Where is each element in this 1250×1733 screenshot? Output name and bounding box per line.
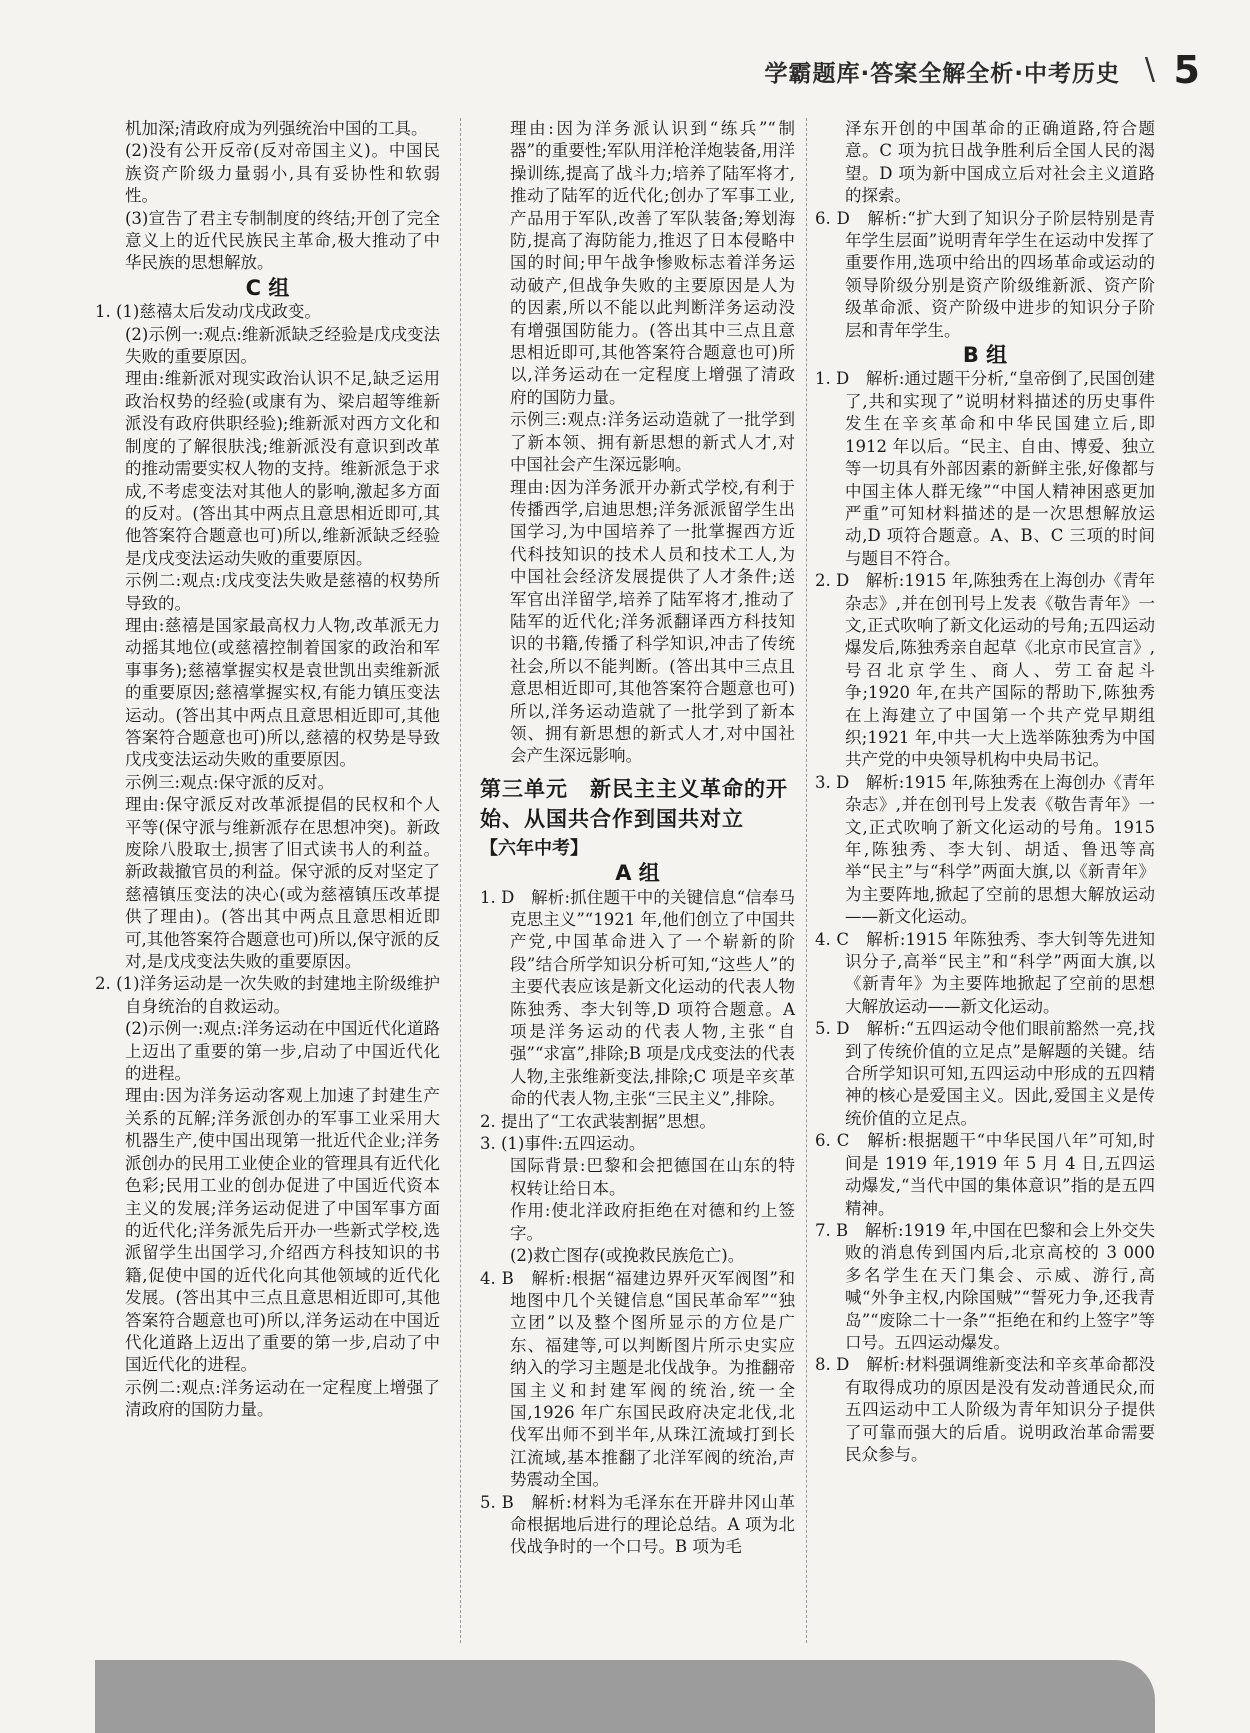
header-divider: \: [1144, 52, 1155, 87]
answer-paragraph: 理由:因为洋务派认识到“练兵”“制器”的重要性;军队用洋枪洋炮装备,用洋操训练,提高了战斗力;培养了陆军将才,推动了陆军的近代化;创办了军事工业,产品用于军队,改善了军队装备;筹划海防,提高了海防能力,推迟了日本侵略中国的时间;甲午战争惨败标志着洋务运动破产,但战争失败的主要原因是人为的因素,所以不能以此判断洋务运动没有增强国防能力。(答出其中三点且意思相近即可,其他答案符合题意也可)所以,洋务运动在一定程度上增强了清政府的国防力量。: [510, 119, 795, 407]
answer-paragraph: 理由:慈禧是国家最高权力人物,改革派无力动摇其地位(或慈禧控制着国家的政治和军事事务);慈禧掌握实权是袁世凯出卖维新派的重要原因;慈禧掌握实权,有能力镇压变法运动。(答出其中两点且意思相近即可,其他答案符合题意也可)所以,慈禧的权势是导致戊戌变法运动失败的重要原因。: [125, 615, 440, 770]
answer-paragraph: (3)宣告了君主专制制度的终结;开创了完全意义上的近代民族民主革命,极大推动了中华民族的思想解放。: [125, 208, 440, 273]
answer-paragraph: 1. D 解析:通过题干分析,“皇帝倒了,民国创建了,共和实现了”说明材料描述的历史事件发生在辛亥革命和中华民国建立后,即 1912 年以后。“民主、自由、博爱、独立等一切具有外部因素的新鲜主张,好像都与中国主体人群无缘”“中国人精神困惑更加严重”可知材料描述的是一次思想解放运动,D 项符合题意。A、B、C 三项的时间与题目不符合。: [815, 369, 1155, 568]
answer-paragraph: 理由:因为洋务运动客观上加速了封建生产关系的瓦解;洋务派创办的军事工业采用大机器生产,使中国出现第一批近代企业;洋务派创办的民用工业使企业的管理具有近代化色彩;民用工业的创办促进了中国近代资本主义的发展;洋务运动促进了中国军事方面的近代化;洋务派先后开办一些新式学校,选派留学生出国学习,介绍西方科技知识的书籍,促使中国的近代化向其他领域的近代化发展。(答出其中三点且意思相近即可,其他答案符合题意也可)所以,洋务运动在中国近代化道路上迈出了重要的第一步,启动了中国近代化的进程。: [125, 1086, 440, 1375]
answer-paragraph: 8. D 解析:材料强调维新变法和辛亥革命都没有取得成功的原因是没有发动普通民众,而五四运动中工人阶级为青年知识分子提供了可靠而强大的后盾。说明政治革命需要民众参与。: [815, 1355, 1155, 1464]
answer-paragraph: (2)救亡图存(或挽救民族危亡)。: [510, 1246, 745, 1266]
column-divider: [460, 118, 461, 1643]
answer-paragraph: 2. D 解析:1915 年,陈独秀在上海创办《青年杂志》,并在创刊号上发表《敬告青年》一文,正式吹响了新文化运动的号角;五四运动爆发后,陈独秀亲自起草《北京市民宣言》,号召北京学生、商人、劳工奋起斗争;1920 年,在共产国际的帮助下,陈独秀在上海建立了中国第一个共产党早期组织;1921 年,中共一大上选举陈独秀为中国共产党的中央领导机构中央局书记。: [815, 571, 1155, 770]
answer-paragraph: 泽东开创的中国革命的正确道路,符合题意。C 项为抗日战争胜利后全国人民的渴望。D 项为新中国成立后对社会主义道路的探索。: [845, 119, 1155, 206]
group-heading: A 组: [615, 861, 660, 886]
answer-paragraph: 示例二:观点:戊戌变法失败是慈禧的权势所导致的。: [125, 571, 440, 613]
column-middle: [480, 118, 795, 1559]
column-right: [815, 118, 1155, 1466]
answer-paragraph: 4. B 解析:根据“福建边界歼灭军阀图”和地图中几个关键信息“国民革命军”“独立团”以及整个图所显示的方位是广东、福建等,可以判断图片所示史实应纳入的学习主题是北伐战争。为推翻帝国主义和封建军阀的统治,统一全国,1926 年广东国民政府决定北伐,北伐军出师不到半年,从珠江流域打到长江流域,基本推翻了北洋军阀的统治,声势震动全国。: [480, 1268, 795, 1490]
answer-paragraph: 示例二:观点:洋务运动在一定程度上增强了清政府的国防力量。: [125, 1377, 440, 1420]
header-title: 学霸题库·答案全解全析·中考历史: [764, 61, 1120, 87]
answer-paragraph: 作用:使北洋政府拒绝在对德和约上签字。: [510, 1201, 795, 1243]
answer-paragraph: 2. (1)洋务运动是一次失败的封建地主阶级维护自身统治的自救运动。: [95, 974, 440, 1016]
answer-paragraph: 理由:因为洋务派开办新式学校,有利于传播西学,启迪思想;洋务派派留学生出国学习,为中国培养了一批掌握西方近代科技知识的技术人员和技术工人,为中国社会经济发展提供了人才条件;送军官出洋留学,培养了陆军将才,推动了陆军的近代化;洋务派翻译西方科技知识的书籍,传播了科学知识,冲击了传统社会,所以不能判断。(答出其中三点且意思相近即可,其他答案符合题意也可)所以,洋务运动造就了一批学到了新本领、拥有新思想的新式人才,对中国社会产生深远影响。: [510, 477, 795, 766]
answer-paragraph: (2)示例一:观点:洋务运动在中国近代化道路上迈出了重要的第一步,启动了中国近代化的进程。: [125, 1019, 440, 1084]
answer-paragraph: 6. C 解析:根据题干“中华民国八年”可知,时间是 1919 年,1919 年 5 月 4 日,五四运动爆发,“当代中国的集体意识”指的是五四精神。: [815, 1131, 1155, 1218]
group-heading: C 组: [245, 275, 290, 300]
answer-paragraph: 国际背景:巴黎和会把德国在山东的特权转让给日本。: [510, 1156, 795, 1198]
footer-band: [95, 1660, 1155, 1733]
answer-paragraph: 3. D 解析:1915 年,陈独秀在上海创办《青年杂志》,并在创刊号上发表《敬告青年》一文,正式吹响了新文化运动的号角。1915 年,陈独秀、李大钊、胡适、鲁迅等高举“民主”与“科学”两面大旗,以《新青年》为主要阵地,掀起了空前的思想大解放运动——新文化运动。: [815, 772, 1155, 927]
answer-paragraph: 示例三:观点:洋务运动造就了一批学到了新本领、拥有新思想的新式人才,对中国社会产生深远影响。: [510, 410, 795, 475]
answer-paragraph: 2. 提出了“工农武装割据”思想。: [480, 1111, 716, 1131]
answer-paragraph: 理由:保守派反对改革派提倡的民权和个人平等(保守派与维新派存在思想冲突)。新政废除八股取士,损害了旧式读书人的利益。新政裁撤官员的利益。保守派的反对坚定了慈禧镇压变法的决心(或为慈禧镇压改革提供了理由)。(答出其中两点且意思相近即可,其他答案符合题意也可)所以,保守派的反对,是戊戌变法失败的重要原因。: [125, 795, 440, 972]
answer-paragraph: 1. D 解析:抓住题干中的关键信息“信奉马克思主义”“1921 年,他们创立了中国共产党,中国革命进入了一个崭新的阶段”结合所学知识分析可知,“这些人”的主要代表应该是新文化运动的代表人物陈独秀、李大钊等,D 项符合题意。A 项是洋务运动的代表人物,主张“自强”“求富”,排除;B 项是戊戌变法的代表人物,主张维新变法,排除;C 项是辛亥革命的代表人物,主张“三民主义”,排除。: [480, 887, 795, 1109]
answer-paragraph: 5. D 解析:“五四运动令他们眼前豁然一亮,找到了传统价值的立足点”是解题的关键。结合所学知识可知,五四运动中形成的五四精神的核心是爱国主义。因此,爱国主义是传统价值的立足点。: [815, 1019, 1155, 1128]
answer-paragraph: (2)示例一:观点:维新派缺乏经验是戊戌变法失败的重要原因。: [125, 324, 440, 367]
section-tag: 【六年中考】: [480, 837, 588, 859]
group-heading: B 组: [962, 343, 1008, 368]
answer-paragraph: 机加深;清政府成为列强统治中国的工具。: [125, 119, 428, 138]
answer-paragraph: 4. C 解析:1915 年陈独秀、李大钊等先进知识分子,高举“民主”和“科学”两面大旗,以《新青年》为主要阵地掀起了空前的思想大解放运动——新文化运动。: [815, 929, 1155, 1016]
answer-paragraph: 6. D 解析:“扩大到了知识分子阶层特别是青年学生层面”说明青年学生在运动中发挥了重要作用,选项中给出的四场革命或运动的领导阶级分别是资产阶级维新派、资产阶级革命派、资产阶级中进步的知识分子阶层和青年学生。: [815, 208, 1155, 340]
page-number: 5: [1173, 48, 1200, 92]
column-divider: [806, 118, 807, 1643]
answer-paragraph: 7. B 解析:1919 年,中国在巴黎和会上外交失败的消息传到国内后,北京高校的 3 000 多名学生在天门集会、示威、游行,高喊“外争主权,内除国贼”“誓死力争,还我青岛”“废除二十一条”“拒绝在和约上签字”等口号。五四运动爆发。: [815, 1220, 1155, 1352]
answer-paragraph: 5. B 解析:材料为毛泽东在开辟井冈山革命根据地后进行的理论总结。A 项为北伐战争时的一个口号。B 项为毛: [480, 1492, 795, 1557]
answer-paragraph: (2)没有公开反帝(反对帝国主义)。中国民族资产阶级力量弱小,具有妥协性和软弱性。: [125, 141, 440, 206]
answer-paragraph: 1. (1)慈禧太后发动戊戌政变。: [95, 302, 321, 322]
answer-paragraph: 示例三:观点:保守派的反对。: [125, 772, 335, 792]
answer-paragraph: 理由:维新派对现实政治认识不足,缺乏运用政治权势的经验(或康有为、梁启超等维新派没有政府供职经验);维新派对西方文化和制度的了解很肤浅;维新派没有意识到改革的推动需要实权人物的支持。维新派急于求成,不考虑变法对其他人的影响,激起多方面的反对。(答出其中两点且意思相近即可,其他答案符合题意也可)所以,维新派缺乏经验是戊戌变法运动失败的重要原因。: [125, 369, 440, 568]
answer-paragraph: 3. (1)事件:五四运动。: [480, 1134, 646, 1154]
unit-heading: 第三单元 新民主主义革命的开始、从国共合作到国共对立: [480, 776, 788, 831]
column-left: [95, 118, 440, 1422]
